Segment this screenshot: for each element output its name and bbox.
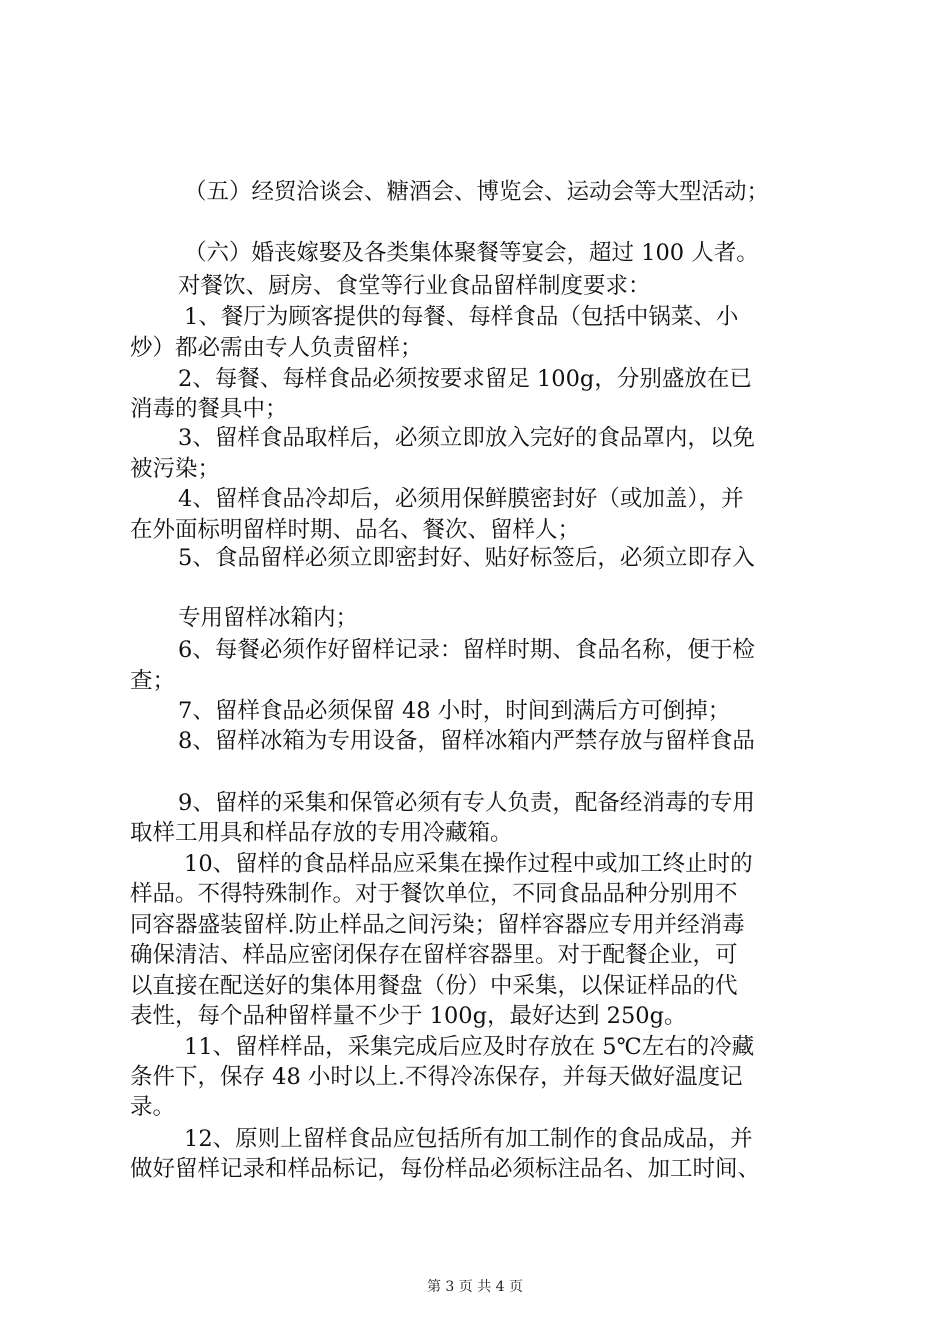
- text-line: 被污染；: [130, 456, 221, 482]
- text-line: 录。: [130, 1094, 176, 1120]
- text-line: 样品。不得特殊制作。对于餐饮单位，不同食品品种分别用不: [130, 881, 738, 907]
- text-line: 2、每餐、每样食品必须按要求留足 100g，分别盛放在已: [178, 366, 752, 392]
- text-line: 3、留样食品取样后，必须立即放入完好的食品罩内，以免: [178, 425, 755, 451]
- text-line: 同容器盛装留样.防止样品之间污染；留样容器应专用并经消毒: [130, 912, 745, 938]
- text-line: 6、每餐必须作好留样记录：留样时期、食品名称，便于检: [178, 637, 755, 663]
- text-line: 9、留样的采集和保管必须有专人负责，配备经消毒的专用: [178, 790, 755, 816]
- text-line: 专用留样冰箱内；: [178, 605, 359, 631]
- text-line: 条件下，保存 48 小时以上.不得冷冻保存，并每天做好温度记: [130, 1064, 743, 1090]
- page-footer: 第 3 页 共 4 页: [426, 1279, 524, 1295]
- text-line: 10、留样的食品样品应采集在操作过程中或加工终止时的: [184, 851, 753, 877]
- text-line: 12、原则上留样食品应包括所有加工制作的食品成品，并: [184, 1126, 753, 1152]
- text-line: （五）经贸洽谈会、糖酒会、博览会、运动会等大型活动；: [184, 179, 770, 205]
- text-line: 做好留样记录和样品标记，每份样品必须标注品名、加工时间、: [130, 1156, 761, 1182]
- text-line: 11、留样样品，采集完成后应及时存放在 5℃左右的冷藏: [184, 1034, 755, 1060]
- text-line: 确保清洁、样品应密闭保存在留样容器里。对于配餐企业，可: [130, 942, 738, 968]
- text-line: 8、留样冰箱为专用设备，留样冰箱内严禁存放与留样食品: [178, 728, 755, 754]
- text-line: 7、留样食品必须保留 48 小时，时间到满后方可倒掉；: [178, 698, 731, 724]
- text-line: 炒）都必需由专人负责留样；: [130, 335, 423, 361]
- text-line: 在外面标明留样时期、品名、餐次、留样人；: [130, 517, 581, 543]
- text-line: 5、食品留样必须立即密封好、贴好标签后，必须立即存入: [178, 545, 755, 571]
- text-line: 查；: [130, 668, 176, 694]
- text-line: 以直接在配送好的集体用餐盘（份）中采集，以保证样品的代: [130, 973, 738, 999]
- text-line: 对餐饮、厨房、食堂等行业食品留样制度要求：: [178, 273, 651, 299]
- text-line: （六）婚丧嫁娶及各类集体聚餐等宴会，超过 100 人者。: [184, 240, 759, 266]
- text-line: 消毒的餐具中；: [130, 396, 288, 422]
- text-line: 表性，每个品种留样量不少于 100g，最好达到 250g。: [130, 1003, 687, 1029]
- text-line: 4、留样食品冷却后，必须用保鲜膜密封好（或加盖），并: [178, 486, 744, 512]
- text-line: 取样工用具和样品存放的专用冷藏箱。: [130, 820, 513, 846]
- text-line: 1、餐厅为顾客提供的每餐、每样食品（包括中锅菜、小: [184, 304, 739, 330]
